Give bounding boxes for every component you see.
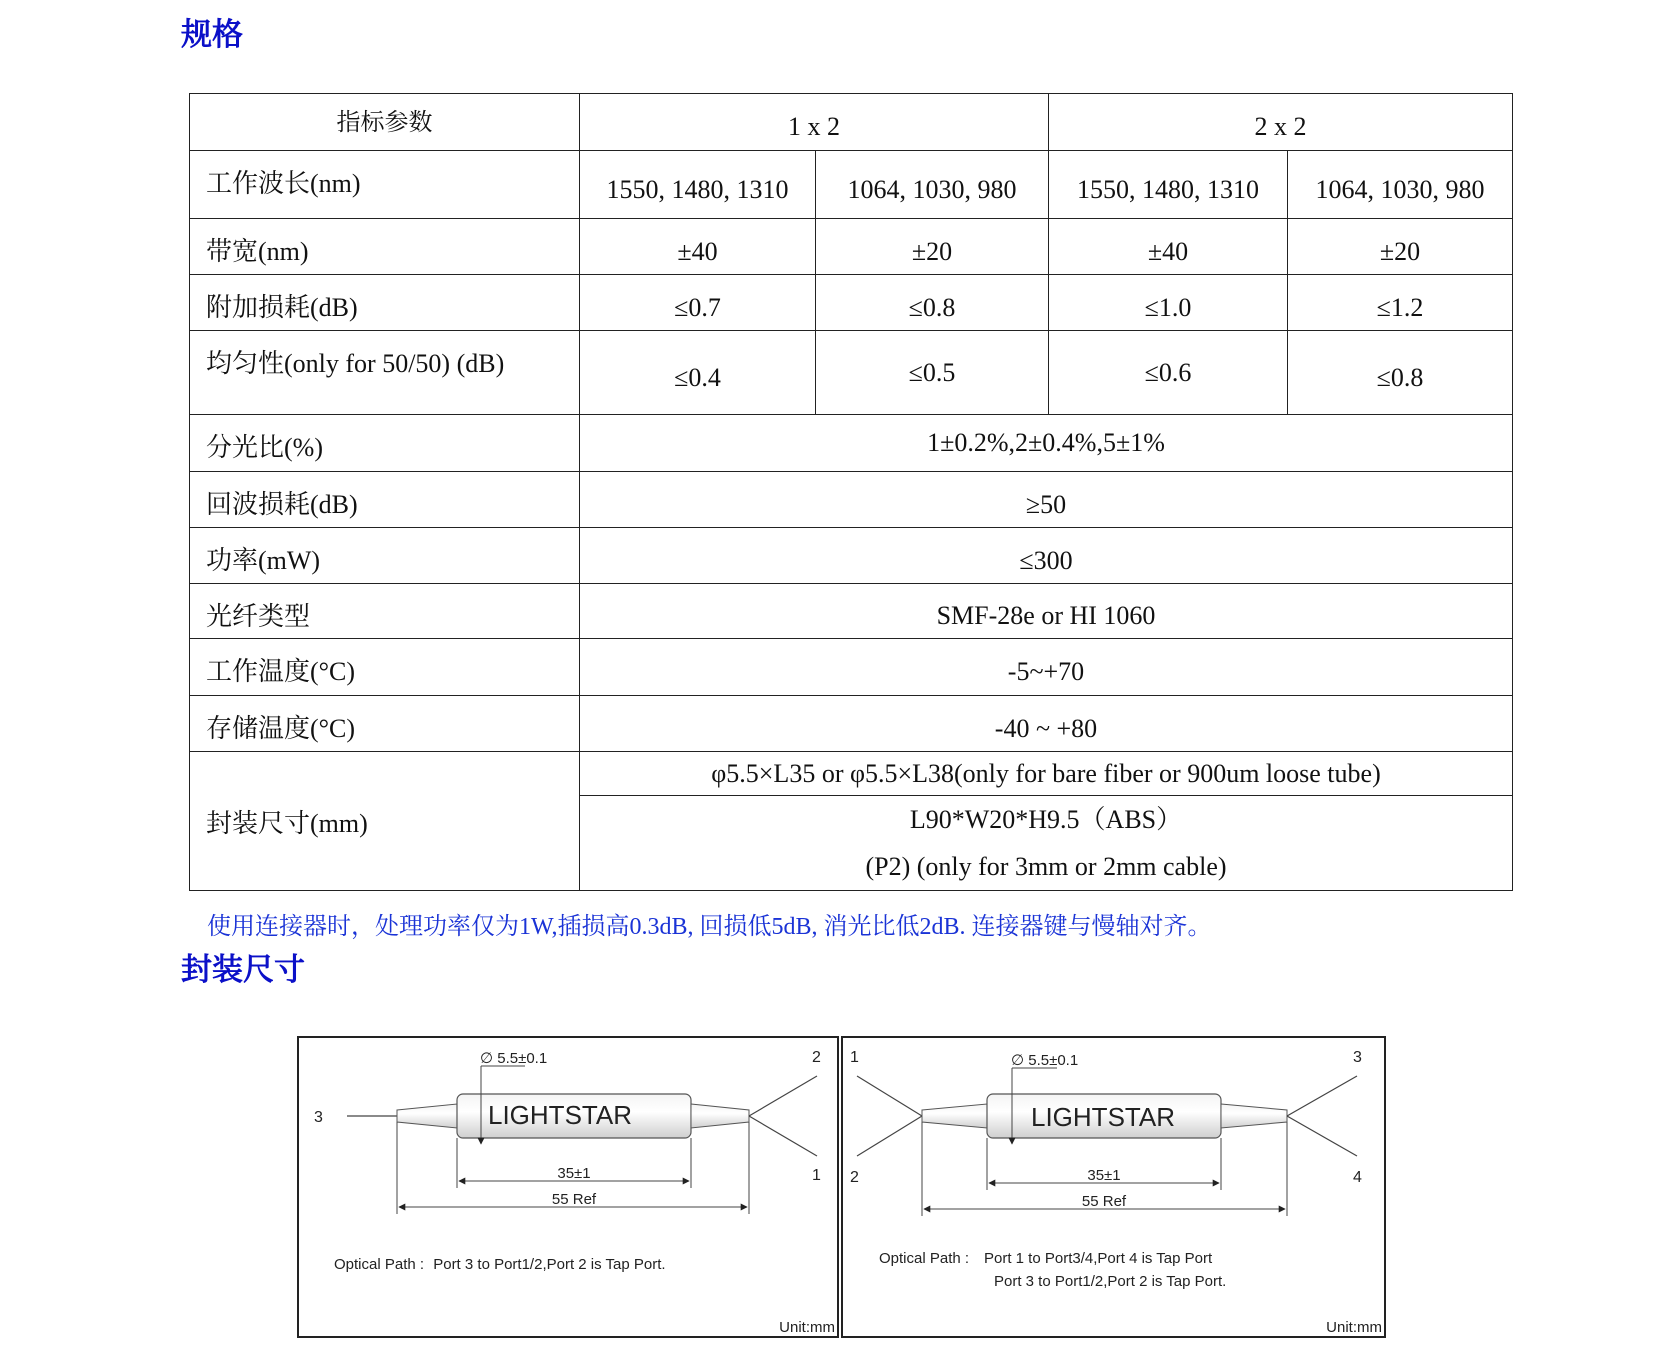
row-label: 存储温度(°C) [190, 696, 580, 752]
table-cell: ≤0.4 [580, 331, 816, 415]
output-fiber-4 [1287, 1116, 1357, 1156]
port-label: 3 [314, 1109, 323, 1126]
row-label: 回波损耗(dB) [190, 472, 580, 528]
table-cell: -40 ~ +80 [580, 696, 1513, 752]
table-cell: ±40 [1049, 219, 1288, 275]
table-cell: -5~+70 [580, 639, 1513, 696]
table-cell: ≤0.5 [816, 331, 1049, 415]
optical-path-line: Port 1 to Port3/4,Port 4 is Tap Port [984, 1250, 1213, 1267]
table-cell: ±20 [816, 219, 1049, 275]
table-row [190, 415, 1513, 472]
table-cell: φ5.5×L35 or φ5.5×L38(only for bare fiber or 900um loose tube) [580, 752, 1513, 796]
package-drawings [297, 1036, 1387, 1338]
optical-path-label: Optical Path : [879, 1250, 970, 1267]
unit-label: Unit:mm [1326, 1319, 1382, 1336]
body-dimension-label: 35±1 [557, 1165, 591, 1182]
table-cell: 1064, 1030, 980 [816, 151, 1049, 219]
table-cell: 1±0.2%,2±0.4%,5±1% [580, 415, 1513, 472]
row-label: 光纤类型 [190, 584, 580, 639]
output-fiber-2 [749, 1076, 817, 1116]
drawing-frame [298, 1037, 838, 1337]
table-cell: ≤0.7 [580, 275, 816, 331]
table-cell: ≤0.8 [1288, 331, 1513, 415]
table-cell: SMF-28e or HI 1060 [580, 584, 1513, 639]
total-dimension-label: 55 Ref [551, 1191, 597, 1208]
table-header-row [190, 94, 1513, 151]
table-row [190, 331, 1513, 415]
table-row [190, 275, 1513, 331]
table-row [190, 752, 1513, 796]
row-label: 带宽(nm) [190, 219, 580, 275]
config-2x2-header: 2 x 2 [1049, 94, 1513, 151]
table-row [190, 696, 1513, 752]
output-fiber-3 [1287, 1076, 1357, 1116]
drawing-canvas [297, 1036, 1387, 1338]
table-cell: ±20 [1288, 219, 1513, 275]
left-boot [397, 1104, 457, 1128]
port-label: 2 [812, 1049, 821, 1066]
table-row [190, 151, 1513, 219]
table-cell: 1550, 1480, 1310 [1049, 151, 1288, 219]
table-cell: ≤0.8 [816, 275, 1049, 331]
table-cell: ≤1.2 [1288, 275, 1513, 331]
right-boot [691, 1104, 749, 1128]
row-label: 封装尺寸(mm) [190, 752, 580, 891]
right-boot [1221, 1104, 1287, 1128]
package-line-cable: (P2) (only for 3mm or 2mm cable) [865, 852, 1227, 881]
row-label: 分光比(%) [190, 415, 580, 472]
drawing-1x2 [298, 1037, 838, 1337]
connector-note: 使用连接器时，处理功率仅为1W,插损高0.3dB, 回损低5dB, 消光比低2dB. 连接器键与慢轴对齐。 [207, 914, 1212, 940]
port-label: 3 [1353, 1049, 1362, 1066]
table-cell: 1064, 1030, 980 [1288, 151, 1513, 219]
row-label: 均匀性(only for 50/50) (dB) [190, 331, 580, 415]
diameter-label: ∅ 5.5±0.1 [480, 1050, 548, 1067]
total-dimension-label: 55 Ref [1081, 1193, 1127, 1210]
port-label: 1 [812, 1167, 821, 1184]
optical-path-label: Optical Path : [334, 1256, 425, 1273]
optical-path-line: Port 3 to Port1/2,Port 2 is Tap Port. [433, 1256, 666, 1273]
table-cell: ≥50 [580, 472, 1513, 528]
optical-path-text [334, 1256, 666, 1273]
table-row [190, 639, 1513, 696]
body-dimension-label: 35±1 [1087, 1167, 1121, 1184]
left-boot [922, 1104, 987, 1128]
table-row [190, 472, 1513, 528]
spec-table [189, 93, 1513, 891]
row-label: 工作温度(°C) [190, 639, 580, 696]
config-1x2-header: 1 x 2 [580, 94, 1049, 151]
row-label: 工作波长(nm) [190, 151, 580, 219]
table-cell [580, 796, 1513, 891]
param-header: 指标参数 [190, 94, 580, 151]
table-cell: ≤0.6 [1049, 331, 1288, 415]
table-cell: ≤300 [580, 528, 1513, 584]
table-cell: ±40 [580, 219, 816, 275]
row-label: 功率(mW) [190, 528, 580, 584]
brand-logo: LIGHTSTAR [488, 1100, 632, 1130]
table-cell: ≤1.0 [1049, 275, 1288, 331]
input-fiber-2 [857, 1116, 922, 1156]
optical-path-line: Port 3 to Port1/2,Port 2 is Tap Port. [994, 1273, 1227, 1290]
package-heading: 封装尺寸 [181, 952, 305, 988]
spec-heading: 规格 [181, 17, 243, 53]
row-label: 附加损耗(dB) [190, 275, 580, 331]
drawing-2x2 [842, 1037, 1385, 1337]
port-label: 4 [1353, 1169, 1362, 1186]
table-cell: 1550, 1480, 1310 [580, 151, 816, 219]
drawing-frame [842, 1037, 1385, 1337]
port-label: 1 [850, 1049, 859, 1066]
brand-logo: LIGHTSTAR [1031, 1102, 1175, 1132]
package-line-abs: L90*W20*H9.5（ABS） [909, 805, 1183, 834]
unit-label: Unit:mm [779, 1319, 835, 1336]
table-row [190, 219, 1513, 275]
output-fiber-1 [749, 1116, 817, 1156]
table-row [190, 584, 1513, 639]
table-row [190, 528, 1513, 584]
input-fiber-1 [857, 1076, 922, 1116]
port-label: 2 [850, 1169, 859, 1186]
diameter-label: ∅ 5.5±0.1 [1011, 1052, 1079, 1069]
